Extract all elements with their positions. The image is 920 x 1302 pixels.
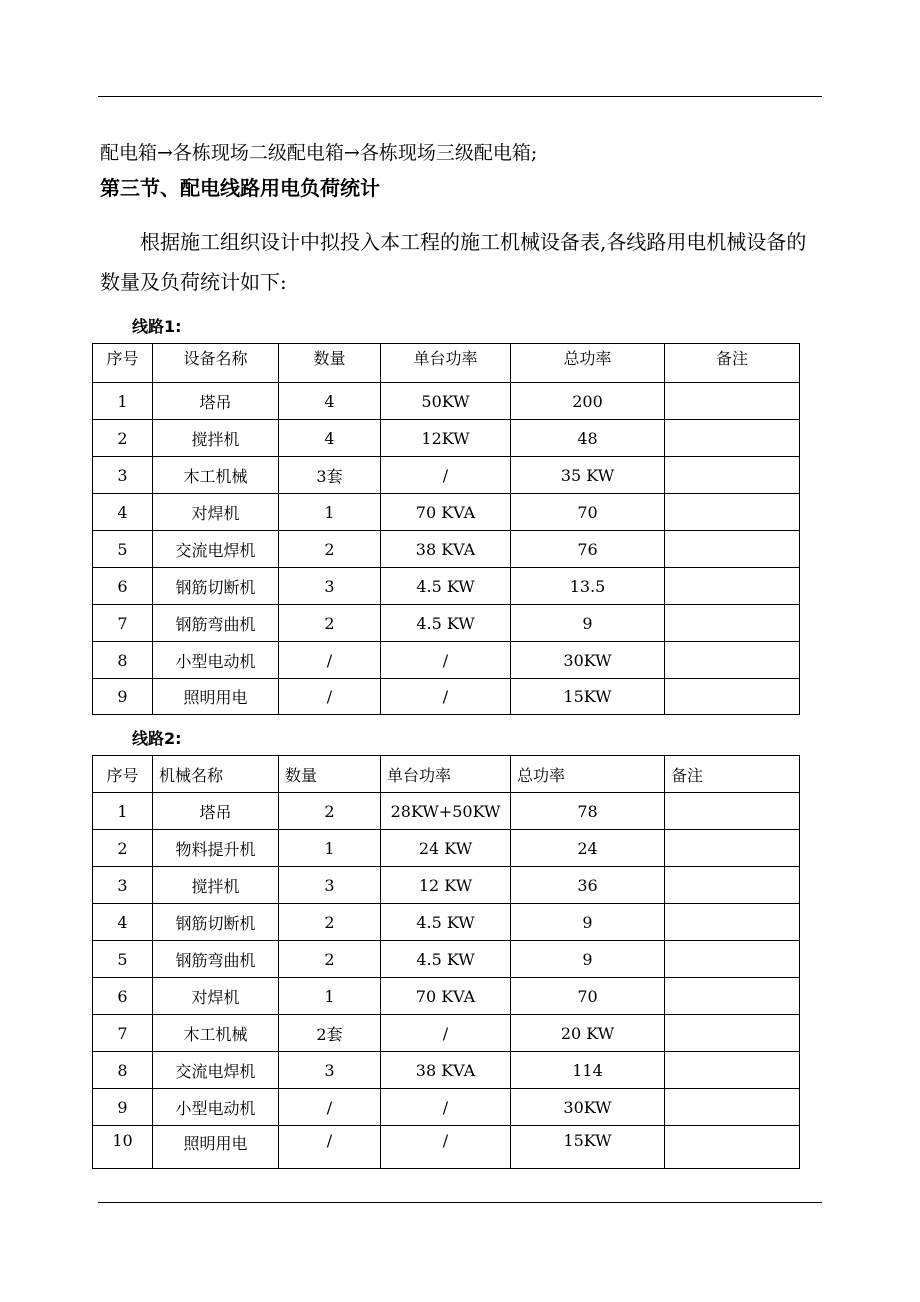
section-title: 第三节、配电线路用电负荷统计 [100, 176, 380, 200]
cell-index: 7 [93, 1015, 153, 1052]
cell-equipment: 物料提升机 [153, 830, 279, 867]
header-cell: 数量 [279, 344, 381, 383]
header-cell: 备注 [665, 344, 800, 383]
cell-quantity: / [279, 642, 381, 679]
cell-remark [665, 904, 800, 941]
cell-quantity: 1 [279, 830, 381, 867]
cell-total-power: 13.5 [511, 568, 665, 605]
table-row [93, 420, 800, 457]
cell-index: 5 [93, 941, 153, 978]
header-cell: 设备名称 [153, 344, 279, 383]
cell-total-power: 9 [511, 904, 665, 941]
cell-remark [665, 1015, 800, 1052]
cell-equipment: 钢筋弯曲机 [153, 941, 279, 978]
cell-remark [665, 457, 800, 494]
cell-total-power: 114 [511, 1052, 665, 1089]
table-row [93, 978, 800, 1015]
cell-equipment: 照明用电 [153, 1126, 279, 1169]
cell-index: 2 [93, 420, 153, 457]
cell-equipment: 搅拌机 [153, 420, 279, 457]
cell-equipment: 木工机械 [153, 457, 279, 494]
cell-unit-power: 70 KVA [381, 494, 511, 531]
cell-remark [665, 679, 800, 715]
cell-total-power: 76 [511, 531, 665, 568]
cell-index: 3 [93, 457, 153, 494]
cell-quantity: 3 [279, 1052, 381, 1089]
cell-quantity: 2 [279, 605, 381, 642]
cell-unit-power: / [381, 642, 511, 679]
cell-equipment: 小型电动机 [153, 1089, 279, 1126]
table-header-row [93, 756, 800, 793]
table-header-row [93, 344, 800, 383]
cell-quantity: / [279, 1089, 381, 1126]
cell-equipment: 对焊机 [153, 978, 279, 1015]
cell-quantity: 4 [279, 383, 381, 420]
line1-equipment-table [92, 343, 800, 715]
cell-quantity: 2套 [279, 1015, 381, 1052]
cell-total-power: 78 [511, 793, 665, 830]
cell-quantity: 3套 [279, 457, 381, 494]
cell-index: 1 [93, 383, 153, 420]
cell-index: 6 [93, 568, 153, 605]
table-row [93, 1126, 800, 1169]
table-row [93, 941, 800, 978]
cell-unit-power: 38 KVA [381, 1052, 511, 1089]
cell-quantity: 1 [279, 978, 381, 1015]
cell-quantity: 2 [279, 941, 381, 978]
cell-index: 6 [93, 978, 153, 1015]
header-cell: 机械名称 [153, 756, 279, 793]
cell-quantity: 3 [279, 867, 381, 904]
table-row [93, 568, 800, 605]
cell-unit-power: / [381, 1126, 511, 1169]
table-row [93, 383, 800, 420]
cell-unit-power: 38 KVA [381, 531, 511, 568]
cell-equipment: 交流电焊机 [153, 1052, 279, 1089]
cell-remark [665, 793, 800, 830]
table-row [93, 605, 800, 642]
cell-remark [665, 494, 800, 531]
table-row [93, 904, 800, 941]
table-row [93, 494, 800, 531]
cell-total-power: 9 [511, 941, 665, 978]
cell-remark [665, 1126, 800, 1169]
header-cell: 总功率 [511, 756, 665, 793]
cell-equipment: 木工机械 [153, 1015, 279, 1052]
cell-unit-power: 50KW [381, 383, 511, 420]
cell-remark [665, 1089, 800, 1126]
cell-remark [665, 420, 800, 457]
cell-quantity: / [279, 679, 381, 715]
table-row [93, 642, 800, 679]
cell-remark [665, 568, 800, 605]
cell-quantity: 2 [279, 793, 381, 830]
header-cell: 备注 [665, 756, 800, 793]
cell-equipment: 钢筋切断机 [153, 904, 279, 941]
header-cell: 序号 [93, 756, 153, 793]
table-row [93, 1015, 800, 1052]
cell-index: 8 [93, 642, 153, 679]
cell-total-power: 35 KW [511, 457, 665, 494]
table-row [93, 679, 800, 715]
cell-total-power: 9 [511, 605, 665, 642]
table-row [93, 1089, 800, 1126]
cell-total-power: 15KW [511, 679, 665, 715]
header-rule [98, 96, 822, 97]
cell-unit-power: / [381, 1015, 511, 1052]
cell-total-power: 70 [511, 978, 665, 1015]
cell-equipment: 塔吊 [153, 793, 279, 830]
cell-equipment: 照明用电 [153, 679, 279, 715]
cell-unit-power: 12 KW [381, 867, 511, 904]
cell-index: 1 [93, 793, 153, 830]
cell-total-power: 48 [511, 420, 665, 457]
cell-remark [665, 383, 800, 420]
cell-remark [665, 1052, 800, 1089]
line2-equipment-table [92, 755, 800, 1169]
cell-index: 4 [93, 494, 153, 531]
cell-equipment: 钢筋切断机 [153, 568, 279, 605]
cell-index: 9 [93, 679, 153, 715]
cell-quantity: 1 [279, 494, 381, 531]
cell-equipment: 交流电焊机 [153, 531, 279, 568]
cell-remark [665, 941, 800, 978]
cell-remark [665, 978, 800, 1015]
cell-remark [665, 605, 800, 642]
cell-index: 7 [93, 605, 153, 642]
table-row [93, 457, 800, 494]
header-cell: 序号 [93, 344, 153, 383]
intro-paragraph: 根据施工组织设计中拟投入本工程的施工机械设备表,各线路用电机械设备的数量及负荷统计如下: [100, 230, 807, 294]
line2-label: 线路2: [132, 729, 182, 748]
header-cell: 单台功率 [381, 756, 511, 793]
cell-equipment: 钢筋弯曲机 [153, 605, 279, 642]
cell-index: 3 [93, 867, 153, 904]
cell-index: 10 [93, 1126, 153, 1169]
cell-quantity: 3 [279, 568, 381, 605]
cell-unit-power: / [381, 679, 511, 715]
footer-rule [98, 1202, 822, 1203]
table-row [93, 830, 800, 867]
cell-remark [665, 830, 800, 867]
cell-unit-power: 24 KW [381, 830, 511, 867]
cell-total-power: 30KW [511, 642, 665, 679]
cell-unit-power: / [381, 457, 511, 494]
cell-quantity: / [279, 1126, 381, 1169]
cell-index: 4 [93, 904, 153, 941]
cell-unit-power: / [381, 1089, 511, 1126]
cell-index: 5 [93, 531, 153, 568]
cell-equipment: 小型电动机 [153, 642, 279, 679]
cell-remark [665, 642, 800, 679]
table-row [93, 531, 800, 568]
table-row [93, 793, 800, 830]
distribution-flow-text: 配电箱→各栋现场二级配电箱→各栋现场三级配电箱; [100, 142, 538, 164]
cell-total-power: 30KW [511, 1089, 665, 1126]
cell-total-power: 36 [511, 867, 665, 904]
cell-unit-power: 4.5 KW [381, 941, 511, 978]
cell-total-power: 24 [511, 830, 665, 867]
cell-index: 8 [93, 1052, 153, 1089]
cell-unit-power: 4.5 KW [381, 605, 511, 642]
cell-equipment: 对焊机 [153, 494, 279, 531]
cell-quantity: 4 [279, 420, 381, 457]
table-row [93, 867, 800, 904]
cell-index: 2 [93, 830, 153, 867]
header-cell: 数量 [279, 756, 381, 793]
header-cell: 单台功率 [381, 344, 511, 383]
cell-total-power: 200 [511, 383, 665, 420]
table-row [93, 1052, 800, 1089]
cell-unit-power: 4.5 KW [381, 568, 511, 605]
cell-unit-power: 4.5 KW [381, 904, 511, 941]
cell-total-power: 20 KW [511, 1015, 665, 1052]
header-cell: 总功率 [511, 344, 665, 383]
cell-total-power: 15KW [511, 1126, 665, 1169]
cell-remark [665, 531, 800, 568]
cell-quantity: 2 [279, 904, 381, 941]
cell-index: 9 [93, 1089, 153, 1126]
line1-label: 线路1: [132, 317, 182, 336]
cell-equipment: 搅拌机 [153, 867, 279, 904]
cell-equipment: 塔吊 [153, 383, 279, 420]
cell-quantity: 2 [279, 531, 381, 568]
cell-unit-power: 12KW [381, 420, 511, 457]
cell-remark [665, 867, 800, 904]
cell-total-power: 70 [511, 494, 665, 531]
cell-unit-power: 28KW+50KW [381, 793, 511, 830]
cell-unit-power: 70 KVA [381, 978, 511, 1015]
